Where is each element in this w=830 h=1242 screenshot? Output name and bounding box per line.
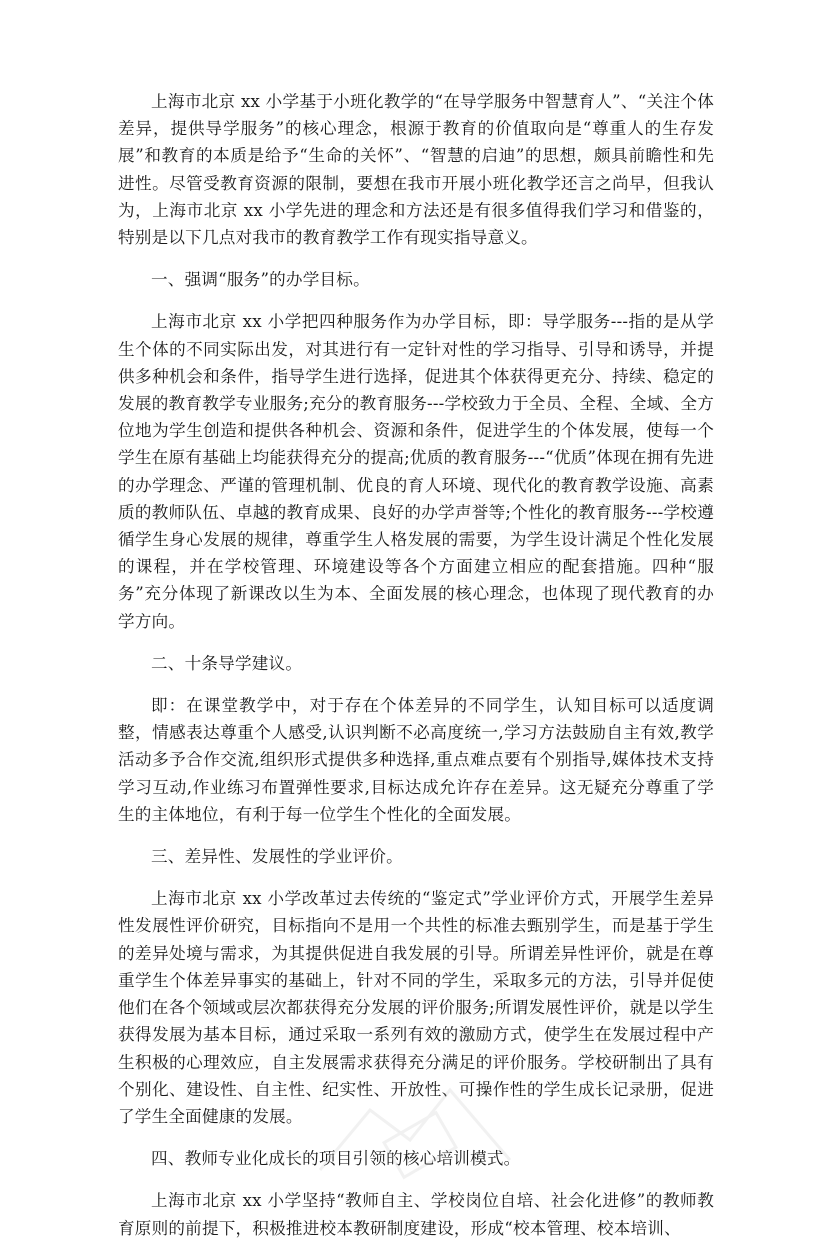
section-heading-2: 二、十条导学建议。 [151,653,303,673]
section-heading-4: 四、教师专业化成长的项目引领的核心培训模式。 [151,1149,521,1169]
paragraph-services: 上海市北京 xx 小学把四种服务作为办学目标，即：导学服务---指的是从学生个体的不同实际出发，对其进行有一定针对性的学习指导、引导和诱导，并提供多种机会和条件，指导学生进行选择，促进其个体获得更充分、持续、稳定的发展的教育教学专业服务;充分的教育服务---学校致力于全员、全程、全域、全方位地为学生创造和提供各种机会、资源和条件，促进学生的个体发展，使每一个学生在原有基础上均能获得充分的提高;优质的教育服务---“优质”体现在拥有先进的办学理念、严谨的管理机制、优良的育人环境、现代化的教育教学设施、高素质的教师队伍、卓越的教育成果、良好的办学声誉等;个性化的教育服务---学校遵循学生身心发展的规律，尊重学生人格发展的需要，为学生设计满足个性化发展的课程，并在学校管理、环境建设等各个方面建立相应的配套措施。四种“服务”充分体现了新课改以生为本、全面发展的核心理念，也体现了现代教育的办学方向。 [118,312,714,631]
paragraph-intro: 上海市北京 xx 小学基于小班化教学的“在导学服务中智慧育人”、“关注个体差异，提供导学服务”的核心理念，根源于教育的价值取向是“尊重人的生存发展”和教育的本质是给予“生命的关怀”、“智慧的启迪”的思想，颇具前瞻性和先进性。尽管受教育资源的限制，要想在我市开展小班化教学还言之尚早，但我认为，上海市北京 xx 小学先进的理念和方法还是有很多值得我们学习和借鉴的，特别是以下几点对我市的教育教学工作有现实指导意义。 [118,92,714,248]
paragraph-teacher-training: 上海市北京 xx 小学坚持“教师自主、学校岗位自培、社会化进修”的教师教育原则的前提下，积极推进校本教研制度建设，形成“校本管理、校本培训、 [118,1191,714,1238]
paragraph-suggestions: 即：在课堂教学中，对于存在个体差异的不同学生，认知目标可以适度调整，情感表达尊重个人感受,认识判断不必高度统一,学习方法鼓励自主有效,教学活动多予合作交流,组织形式提供多种选择,重点难点要有个别指导,媒体技术支持学习互动,作业练习布置弹性要求,目标达成允许存在差异。这无疑充分尊重了学生的主体地位，有利于每一位学生个性化的全面发展。 [118,696,714,824]
paragraph-evaluation: 上海市北京 xx 小学改革过去传统的“鉴定式”学业评价方式，开展学生差异性发展性评价研究，目标指向不是用一个共性的标准去甄别学生，而是基于学生的差异处境与需求，为其提供促进自我发展的引导。所谓差异性评价，就是在尊重学生个体差异事实的基础上，针对不同的学生，采取多元的方法，引导并促使他们在各个领域或层次都获得充分发展的评价服务;所谓发展性评价，就是以学生获得发展为基本目标，通过采取一系列有效的激励方式，使学生在发展过程中产生积极的心理效应，自主发展需求获得充分满足的评价服务。学校研制出了具有个别化、建设性、自主性、纪实性、开放性、可操作性的学生成长记录册，促进了学生全面健康的发展。 [118,889,714,1126]
document-page [118,88,714,1242]
section-heading-3: 三、差异性、发展性的学业评价。 [151,847,403,867]
section-heading-1: 一、强调“服务”的办学目标。 [151,270,370,290]
